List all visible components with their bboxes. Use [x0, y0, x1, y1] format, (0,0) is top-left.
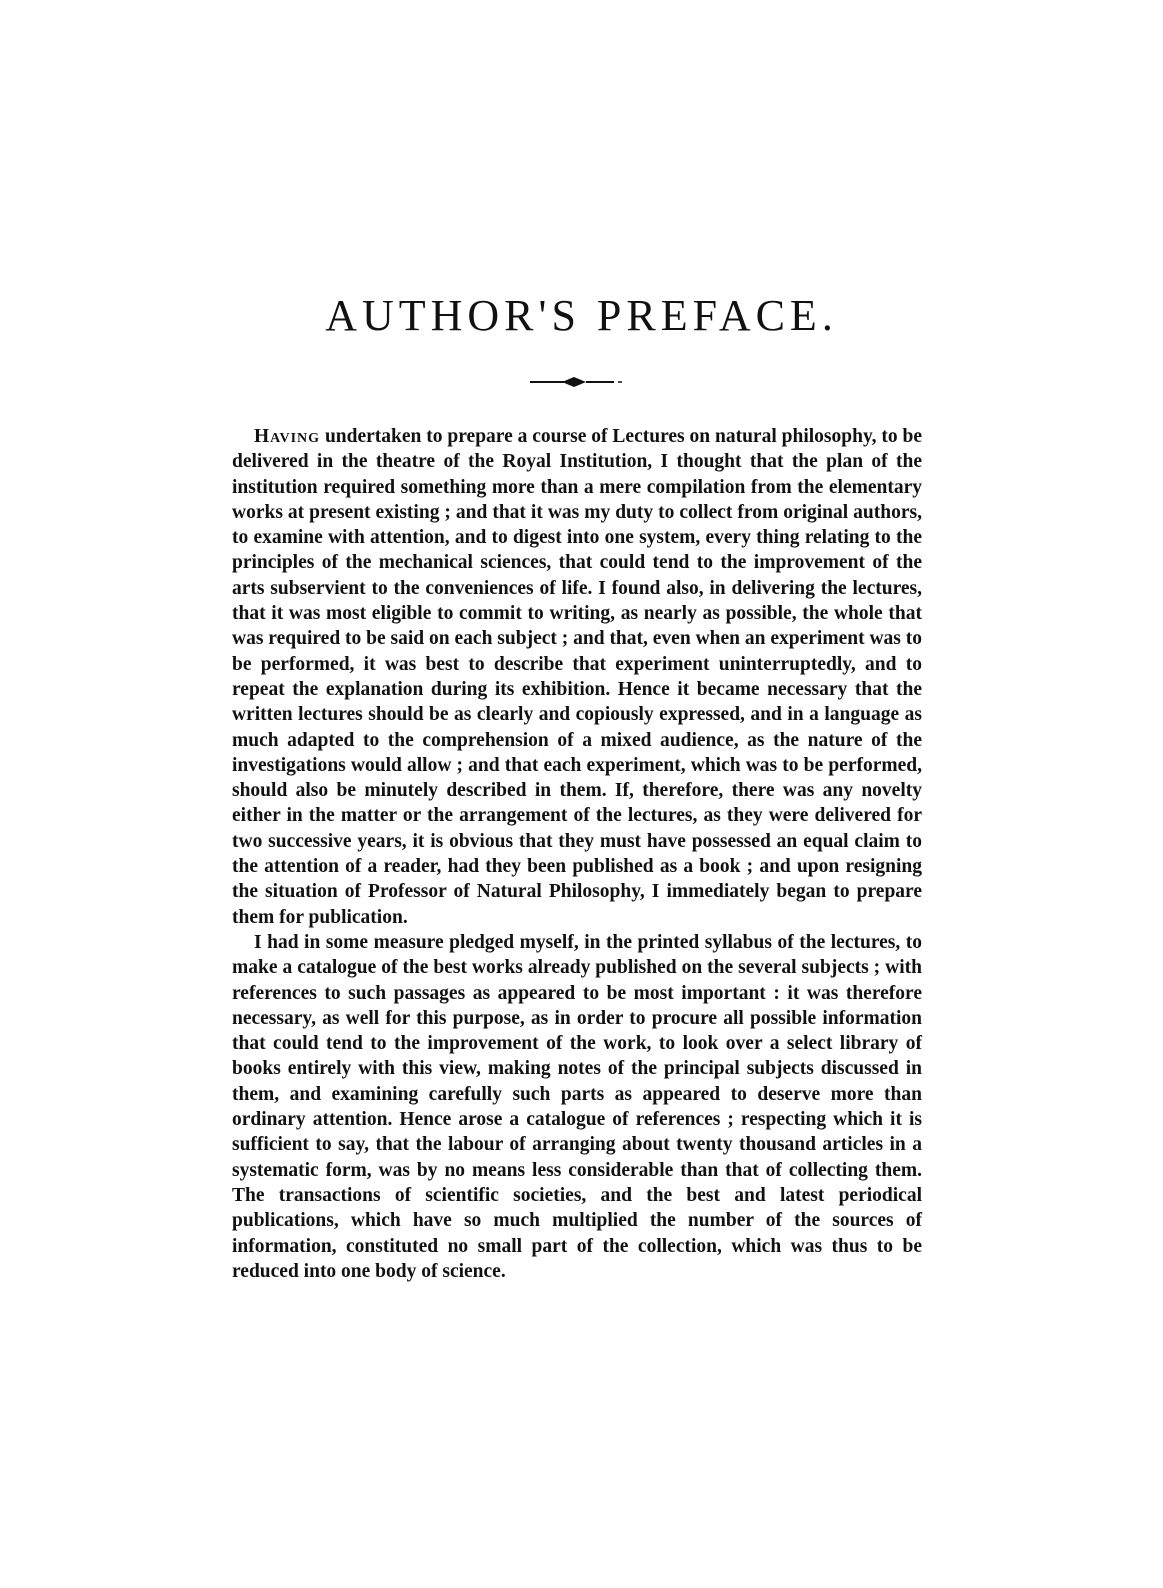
paragraph-1	[232, 424, 922, 930]
paragraph-text: I had in some measure pledged myself, in the printed syllabus of the lectures, to make a catalogue of the best works already published on the several subjects ; with references to such passages as appeared to be most important : it was therefore necessary, as well for this purpose, as in order to procure all possible information that could tend to the improvement of the work, to look over a select library of books entirely with this view, making notes of the principal subjects discussed in them, and examining carefully such parts as appeared to deserve more than ordinary attention. Hence arose a catalogue of references ; respecting which it is sufficient to say, that the labour of arranging about twenty thousand articles in a systematic form, was by no means less considerable than that of collecting them. The transactions of scientific societies, and the best and latest periodical publications, which have so much multiplied the number of the sources of information, constituted no small part of the collection, which was thus to be reduced into one body of science.	[232, 931, 922, 1282]
diamond-rule-ornament-icon	[528, 372, 628, 392]
page-title: AUTHOR'S PREFACE.	[325, 291, 838, 340]
preface-body	[232, 424, 922, 1284]
paragraph-2	[232, 930, 922, 1284]
paragraph-lead-word: Having	[254, 426, 321, 447]
paragraph-text: undertaken to prepare a course of Lectures on natural philosophy, to be delivered in the theatre of the Royal Institution, I thought that the plan of the institution required something more than a mere compilation from the elementary works at present existing ; and that it was my duty to collect from original authors, to examine with attention, and to digest into one system, every thing relating to the principles of the mechanical sciences, that could tend to the improvement of the arts subservient to the conveniences of life. I found also, in delivering the lectures, that it was most eligible to commit to writing, as nearly as possible, the whole that was required to be said on each subject ; and that, even when an experiment was to be performed, it was best to describe that experiment uninterruptedly, and to repeat the explanation during its exhibition. Hence it became necessary that the written lectures should be as clearly and copiously expressed, and in a language as much adapted to the comprehension of a mixed audience, as the nature of the investigations would allow ; and that each experiment, which was to be performed, should also be minutely described in them. If, therefore, there was any novelty either in the matter or the arrangement of the lectures, as they were delivered for two successive years, it is obvious that they must have possessed an equal claim to the attention of a reader, had they been published as a book ; and upon resigning the situation of Professor of Natural Philosophy, I immediately began to prepare them for publication.	[232, 426, 923, 928]
